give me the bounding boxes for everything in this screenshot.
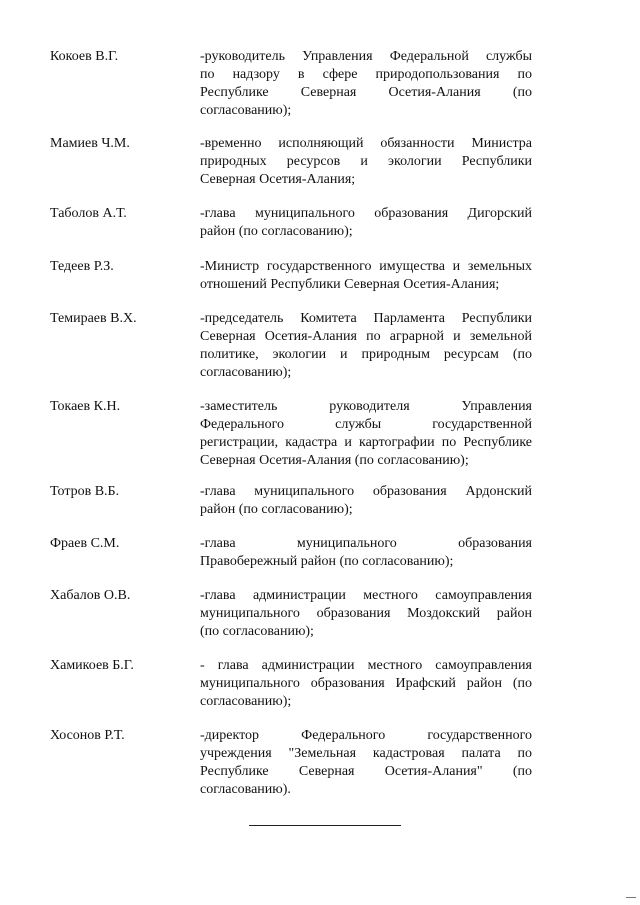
- closing-separator-line: [249, 825, 401, 826]
- member-name: Таболов А.Т.: [50, 206, 127, 221]
- role-text-line: согласованию);: [200, 365, 292, 380]
- role-text-line: Северная Осетия-Алания (по согласованию);: [200, 453, 469, 468]
- role-text-line: природных ресурсов и экологии Республики: [200, 154, 532, 169]
- role-text-line: -руководитель Управления Федеральной службы: [200, 49, 532, 64]
- role-text-line: -Министр государственного имущества и земельных: [200, 259, 532, 274]
- role-text-line: -заместитель руководителя Управления: [200, 399, 532, 414]
- member-name: Кокоев В.Г.: [50, 49, 119, 64]
- role-text-line: район (по согласованию);: [200, 502, 353, 517]
- role-text-line: учреждения "Земельная кадастровая палата по: [200, 746, 532, 761]
- role-text-line: муниципального образования Моздокский район: [200, 606, 532, 621]
- member-name: Токаев К.Н.: [50, 399, 121, 414]
- role-text-line: район (по согласованию);: [200, 224, 353, 239]
- member-name: Тедеев Р.З.: [50, 259, 114, 274]
- member-role: [200, 535, 532, 571]
- role-text-line: регистрации, кадастра и картографии по Республике: [200, 435, 532, 450]
- member-role: [200, 135, 532, 189]
- member-role: [200, 48, 532, 120]
- member-role: [200, 587, 532, 641]
- role-text-line: муниципального образования Ирафский район (по: [200, 676, 532, 691]
- member-name: Мамиев Ч.М.: [50, 136, 130, 151]
- page-corner-mark: [626, 897, 636, 898]
- member-name: Темираев В.Х.: [50, 311, 137, 326]
- member-name: Хабалов О.В.: [50, 588, 131, 603]
- member-role: [200, 727, 532, 799]
- role-text-line: Правобережный район (по согласованию);: [200, 554, 454, 569]
- member-role: [200, 483, 532, 519]
- member-role: [200, 310, 532, 382]
- role-text-line: по надзору в сфере природопользования по: [200, 67, 532, 82]
- role-text-line: согласованию);: [200, 103, 292, 118]
- role-text-line: согласованию).: [200, 782, 291, 797]
- role-text-line: Республике Северная Осетия-Алания (по: [200, 85, 532, 100]
- role-text-line: согласованию);: [200, 694, 292, 709]
- role-text-line: Северная Осетия-Алания;: [200, 172, 356, 187]
- role-text-line: -председатель Комитета Парламента Республики: [200, 311, 532, 326]
- role-text-line: -глава муниципального образования Дигорский: [200, 206, 532, 221]
- member-role: [200, 657, 532, 711]
- role-text-line: политике, экологии и природным ресурсам (по: [200, 347, 532, 362]
- role-text-line: (по согласованию);: [200, 624, 314, 639]
- role-text-line: - глава администрации местного самоуправления: [200, 658, 532, 673]
- member-role: [200, 205, 532, 241]
- member-name: Хамикоев Б.Г.: [50, 658, 134, 673]
- role-text-line: -временно исполняющий обязанности Министра: [200, 136, 532, 151]
- member-role: [200, 398, 532, 470]
- member-name: Фраев С.М.: [50, 536, 120, 551]
- role-text-line: -глава муниципального образования Ардонский: [200, 484, 532, 499]
- role-text-line: Северная Осетия-Алания по аграрной и земельной: [200, 329, 532, 344]
- role-text-line: -директор Федерального государственного: [200, 728, 532, 743]
- member-name: Хосонов Р.Т.: [50, 728, 125, 743]
- member-name: Тотров В.Б.: [50, 484, 120, 499]
- member-role: [200, 258, 532, 294]
- role-text-line: -глава муниципального образования: [200, 536, 532, 551]
- role-text-line: отношений Республики Северная Осетия-Алания;: [200, 277, 500, 292]
- role-text-line: Республике Северная Осетия-Алания" (по: [200, 764, 532, 779]
- role-text-line: Федерального службы государственной: [200, 417, 532, 432]
- role-text-line: -глава администрации местного самоуправления: [200, 588, 532, 603]
